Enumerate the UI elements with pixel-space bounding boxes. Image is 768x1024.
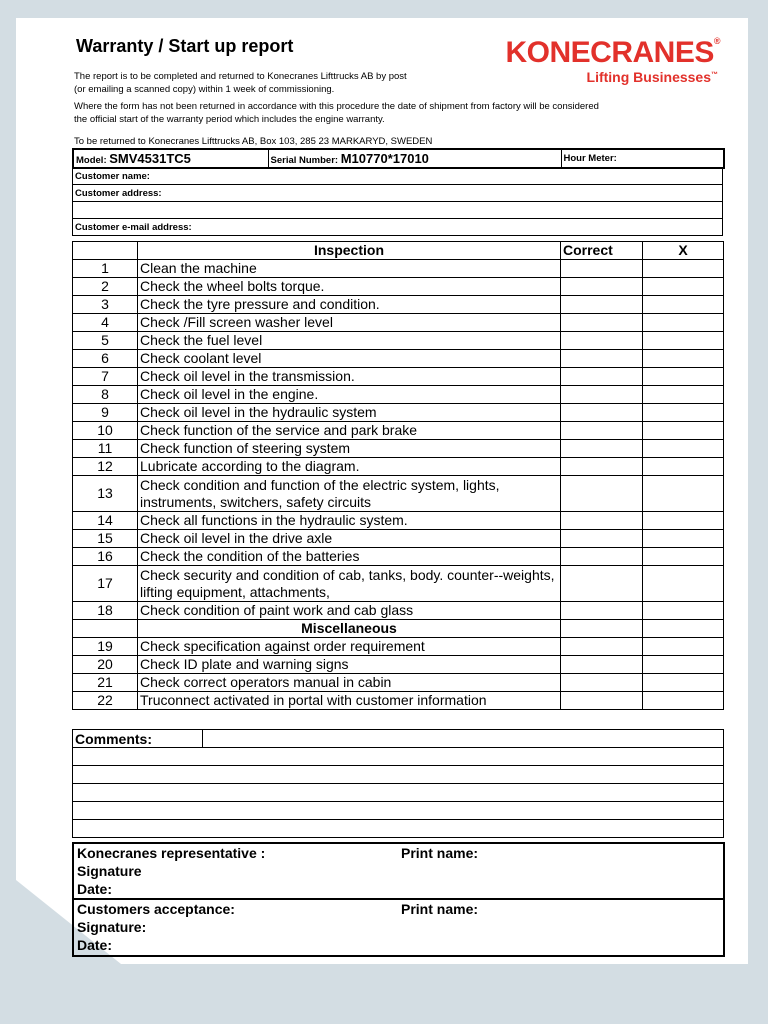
item-text: Lubricate according to the diagram. xyxy=(138,458,561,476)
model-value: SMV4531TC5 xyxy=(109,151,191,166)
inspection-row xyxy=(73,512,724,530)
correct-checkbox-cell[interactable] xyxy=(561,350,643,368)
correct-checkbox-cell[interactable] xyxy=(561,458,643,476)
rep-signature-label[interactable]: Signature xyxy=(77,863,142,879)
correct-checkbox-cell[interactable] xyxy=(561,440,643,458)
customer-signoff-box xyxy=(72,898,725,957)
x-checkbox-cell[interactable] xyxy=(643,314,724,332)
correct-checkbox-cell[interactable] xyxy=(561,674,643,692)
x-checkbox-cell[interactable] xyxy=(643,350,724,368)
inspection-row xyxy=(73,386,724,404)
intro-line-3: Where the form has not been returned in accordance with this procedure the date of shipment from factory will be considered xyxy=(74,101,599,112)
item-text: Check correct operators manual in cabin xyxy=(138,674,561,692)
item-number: 11 xyxy=(73,440,138,458)
konecranes-logo: KONECRANES® Lifting Businesses™ xyxy=(505,36,720,85)
correct-checkbox-cell[interactable] xyxy=(561,404,643,422)
inspection-row xyxy=(73,422,724,440)
hour-meter-cell[interactable]: Hour Meter: xyxy=(561,149,724,168)
correct-checkbox-cell[interactable] xyxy=(561,386,643,404)
misc-blank xyxy=(73,620,138,638)
logo-brand: KONECRANES xyxy=(505,36,714,69)
correct-checkbox-cell[interactable] xyxy=(561,476,643,512)
comments-line[interactable] xyxy=(73,766,724,784)
correct-checkbox-cell[interactable] xyxy=(561,692,643,710)
customer-address-line2[interactable] xyxy=(73,202,723,219)
item-text: Check security and condition of cab, tanks, body. counter--weights, lifting equipment, attachments, xyxy=(138,566,561,602)
intro-line-4: the official start of the warranty period which includes the engine warranty. xyxy=(74,114,385,125)
inspection-row xyxy=(73,692,724,710)
item-text: Truconnect activated in portal with customer information xyxy=(138,692,561,710)
customer-print-name-label[interactable]: Print name: xyxy=(401,901,479,917)
comments-line[interactable] xyxy=(73,748,724,766)
serial-value: M10770*17010 xyxy=(340,151,429,166)
correct-checkbox-cell[interactable] xyxy=(561,278,643,296)
item-number: 7 xyxy=(73,368,138,386)
correct-checkbox-cell[interactable] xyxy=(561,422,643,440)
item-number: 1 xyxy=(73,260,138,278)
correct-checkbox-cell[interactable] xyxy=(561,548,643,566)
customer-signature-label[interactable]: Signature: xyxy=(77,919,147,935)
item-text: Check condition of paint work and cab glass xyxy=(138,602,561,620)
correct-checkbox-cell[interactable] xyxy=(561,512,643,530)
item-text: Check ID plate and warning signs xyxy=(138,656,561,674)
inspection-row xyxy=(73,602,724,620)
x-checkbox-cell[interactable] xyxy=(643,638,724,656)
item-number: 9 xyxy=(73,404,138,422)
customer-name-field[interactable]: Customer name: xyxy=(73,168,723,185)
correct-checkbox-cell[interactable] xyxy=(561,296,643,314)
x-checkbox-cell[interactable] xyxy=(643,458,724,476)
item-number: 2 xyxy=(73,278,138,296)
inspection-row xyxy=(73,566,724,602)
comments-line[interactable] xyxy=(73,820,724,838)
item-number: 19 xyxy=(73,638,138,656)
item-text: Check function of the service and park brake xyxy=(138,422,561,440)
inspection-row xyxy=(73,458,724,476)
item-number: 18 xyxy=(73,602,138,620)
customer-acceptance-label: Customers acceptance: xyxy=(77,901,235,917)
inspection-row xyxy=(73,296,724,314)
item-number: 15 xyxy=(73,530,138,548)
item-number: 8 xyxy=(73,386,138,404)
inspection-row xyxy=(73,440,724,458)
inspection-row xyxy=(73,404,724,422)
item-number: 14 xyxy=(73,512,138,530)
intro-line-2: (or emailing a scanned copy) within 1 week of commissioning. xyxy=(74,84,335,95)
correct-checkbox-cell[interactable] xyxy=(561,332,643,350)
x-checkbox-cell[interactable] xyxy=(643,548,724,566)
x-checkbox-cell[interactable] xyxy=(643,440,724,458)
item-text: Check the wheel bolts torque. xyxy=(138,278,561,296)
x-checkbox-cell[interactable] xyxy=(643,278,724,296)
item-number: 3 xyxy=(73,296,138,314)
logo-tagline: Lifting Businesses xyxy=(586,69,711,85)
model-cell[interactable]: Model: SMV4531TC5 xyxy=(73,149,268,168)
misc-items xyxy=(73,620,724,710)
inspection-row xyxy=(73,530,724,548)
correct-checkbox-cell[interactable] xyxy=(561,368,643,386)
customer-info-table xyxy=(72,167,723,236)
x-heading: X xyxy=(643,242,724,260)
document-title: Warranty / Start up report xyxy=(76,36,294,56)
inspection-row xyxy=(73,638,724,656)
item-number: 5 xyxy=(73,332,138,350)
inspection-row xyxy=(73,314,724,332)
inspection-heading: Inspection xyxy=(138,242,561,260)
comments-line[interactable] xyxy=(73,784,724,802)
x-checkbox-cell[interactable] xyxy=(643,656,724,674)
intro-line-1: The report is to be completed and returned to Konecranes Lifttrucks AB by post xyxy=(74,71,407,82)
item-number: 13 xyxy=(73,476,138,512)
serial-cell[interactable]: Serial Number: M10770*17010 xyxy=(268,149,561,168)
item-number: 17 xyxy=(73,566,138,602)
inspection-row xyxy=(73,332,724,350)
correct-checkbox-cell[interactable] xyxy=(561,260,643,278)
item-text: Check the fuel level xyxy=(138,332,561,350)
item-number: 21 xyxy=(73,674,138,692)
correct-checkbox-cell[interactable] xyxy=(561,638,643,656)
item-number: 20 xyxy=(73,656,138,674)
comments-label: Comments: xyxy=(73,730,203,748)
comments-field[interactable] xyxy=(203,730,724,748)
item-text: Clean the machine xyxy=(138,260,561,278)
x-checkbox-cell[interactable] xyxy=(643,296,724,314)
inspection-table xyxy=(72,241,724,710)
x-checkbox-cell[interactable] xyxy=(643,512,724,530)
item-text: Check all functions in the hydraulic system. xyxy=(138,512,561,530)
item-number: 12 xyxy=(73,458,138,476)
comments-table xyxy=(72,729,724,838)
correct-checkbox-cell[interactable] xyxy=(561,602,643,620)
correct-checkbox-cell[interactable] xyxy=(561,656,643,674)
item-text: Check the tyre pressure and condition. xyxy=(138,296,561,314)
item-text: Check oil level in the hydraulic system xyxy=(138,404,561,422)
x-checkbox-cell[interactable] xyxy=(643,602,724,620)
item-text: Check specification against order requirement xyxy=(138,638,561,656)
customer-date-label[interactable]: Date: xyxy=(77,937,113,953)
x-checkbox-cell[interactable] xyxy=(643,332,724,350)
x-checkbox-cell[interactable] xyxy=(643,692,724,710)
return-address: To be returned to Konecranes Lifttrucks AB, Box 103, 285 23 MARKARYD, SWEDEN xyxy=(74,136,433,147)
item-number: 16 xyxy=(73,548,138,566)
item-text: Check oil level in the engine. xyxy=(138,386,561,404)
x-checkbox-cell[interactable] xyxy=(643,530,724,548)
inspection-row xyxy=(73,350,724,368)
correct-checkbox-cell[interactable] xyxy=(561,314,643,332)
x-checkbox-cell[interactable] xyxy=(643,260,724,278)
correct-checkbox-cell[interactable] xyxy=(561,566,643,602)
item-number: 6 xyxy=(73,350,138,368)
item-number: 10 xyxy=(73,422,138,440)
x-checkbox-cell[interactable] xyxy=(643,674,724,692)
customer-email-field[interactable]: Customer e-mail address: xyxy=(73,219,723,236)
inspection-row xyxy=(73,260,724,278)
inspection-row xyxy=(73,656,724,674)
item-text: Check /Fill screen washer level xyxy=(138,314,561,332)
item-text: Check oil level in the transmission. xyxy=(138,368,561,386)
machine-info-table xyxy=(72,148,725,169)
inspection-row xyxy=(73,278,724,296)
misc-heading: Miscellaneous xyxy=(138,620,561,638)
x-checkbox-cell[interactable] xyxy=(643,476,724,512)
customer-address-field[interactable]: Customer address: xyxy=(73,185,723,202)
x-checkbox-cell[interactable] xyxy=(643,422,724,440)
rep-print-name-label[interactable]: Print name: xyxy=(401,845,479,861)
inspection-items xyxy=(73,260,724,620)
item-text: Check coolant level xyxy=(138,350,561,368)
item-text: Check the condition of the batteries xyxy=(138,548,561,566)
x-checkbox-cell[interactable] xyxy=(643,566,724,602)
item-number: 22 xyxy=(73,692,138,710)
item-text: Check function of steering system xyxy=(138,440,561,458)
inspection-row xyxy=(73,548,724,566)
x-checkbox-cell[interactable] xyxy=(643,404,724,422)
inspection-row xyxy=(73,368,724,386)
correct-heading: Correct xyxy=(561,242,643,260)
rep-date-label[interactable]: Date: xyxy=(77,881,113,897)
x-checkbox-cell[interactable] xyxy=(643,386,724,404)
item-number: 4 xyxy=(73,314,138,332)
rep-label: Konecranes representative : xyxy=(77,845,266,861)
konecranes-signoff-box xyxy=(72,842,725,900)
x-checkbox-cell[interactable] xyxy=(643,368,724,386)
correct-checkbox-cell[interactable] xyxy=(561,530,643,548)
comments-line[interactable] xyxy=(73,802,724,820)
inspection-row xyxy=(73,476,724,512)
inspection-row xyxy=(73,674,724,692)
header-blank xyxy=(73,242,138,260)
item-text: Check condition and function of the electric system, lights, instruments, switchers, safety circuits xyxy=(138,476,561,512)
item-text: Check oil level in the drive axle xyxy=(138,530,561,548)
